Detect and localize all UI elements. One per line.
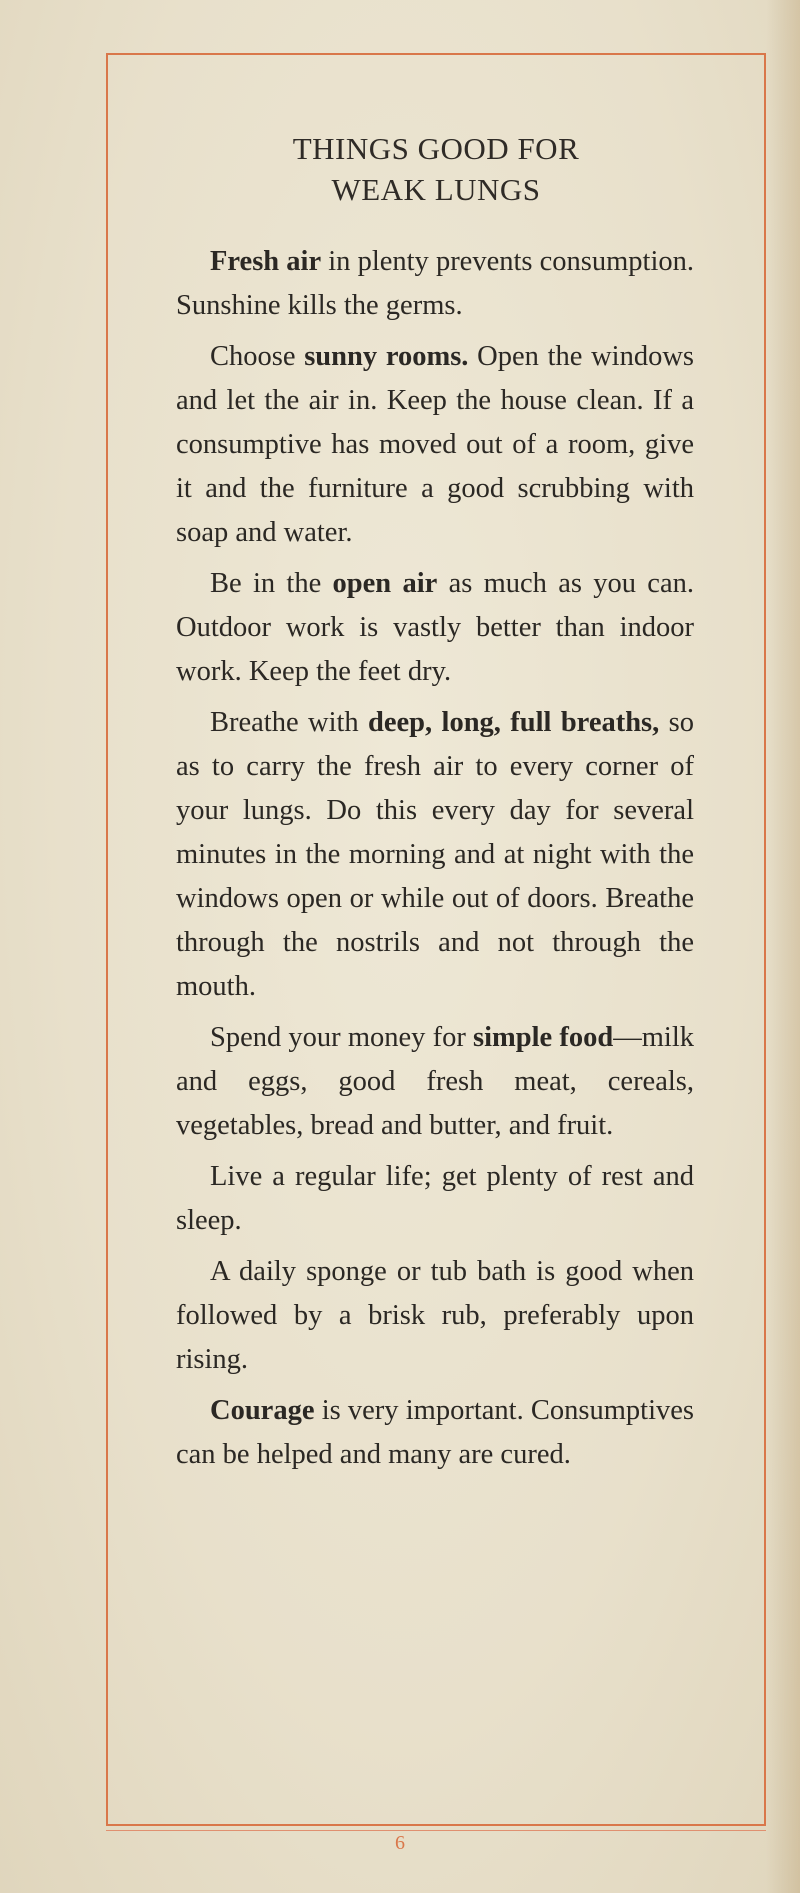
emphasis: open air <box>332 568 438 599</box>
paragraph-fresh-air <box>176 240 694 328</box>
title-line-1: THINGS GOOD FOR <box>292 131 580 166</box>
text: Choose <box>210 341 305 372</box>
text: is very important. Consumptives can be helped and many are cured. <box>176 1395 694 1470</box>
page-title <box>106 128 766 210</box>
text: —milk and eggs, good fresh meat, cereals, vegetables, bread and butter, and fruit. <box>176 1022 694 1141</box>
text: Breathe with <box>210 707 369 738</box>
emphasis: Fresh air <box>210 246 322 277</box>
paragraph-breathing <box>176 701 694 1009</box>
text: Live a <box>210 1161 295 1192</box>
emphasis: simple food <box>473 1022 614 1053</box>
text: A daily sponge or tub bath is good when followed by a brisk rub, preferably upon rising. <box>176 1256 694 1375</box>
text: as much as you can. Outdoor work is vastly better than indoor work. Keep the feet dry. <box>176 568 694 687</box>
page-number: 6 <box>395 1832 405 1854</box>
paragraph-bath <box>176 1250 694 1382</box>
title-line-2: WEAK LUNGS <box>331 172 541 207</box>
text: Be in the <box>210 568 333 599</box>
paragraph-sunny-rooms <box>176 335 694 555</box>
emphasis: deep, long, full breaths, <box>368 707 660 738</box>
text: in plenty prevents consumption. Sunshine kills the germs. <box>176 246 695 321</box>
text: get plenty of rest and sleep. <box>176 1161 694 1236</box>
text: regular life; <box>294 1161 432 1192</box>
article-body <box>176 240 694 1484</box>
paragraph-simple-food <box>176 1016 694 1148</box>
paragraph-courage <box>176 1389 694 1477</box>
paragraph-open-air <box>176 562 694 694</box>
emphasis: Courage <box>210 1395 315 1426</box>
page-edge-shadow <box>766 0 800 1893</box>
emphasis: sunny rooms. <box>304 341 469 372</box>
paragraph-regular-life <box>176 1155 694 1243</box>
text: so as to carry the fresh air to every corner of your lungs. Do this every day for several minutes in the morning and at night with the windows open or while out of doors. Breathe through the nostrils and not through the mouth. <box>176 707 694 1002</box>
text: Open the windows and let the air in. Keep the house clean. If a consumptive has moved out of a room, give it and the furniture a good scrubbing with soap and water. <box>176 341 695 548</box>
bottom-rule <box>106 1830 766 1831</box>
text: Spend your money for <box>210 1022 474 1053</box>
